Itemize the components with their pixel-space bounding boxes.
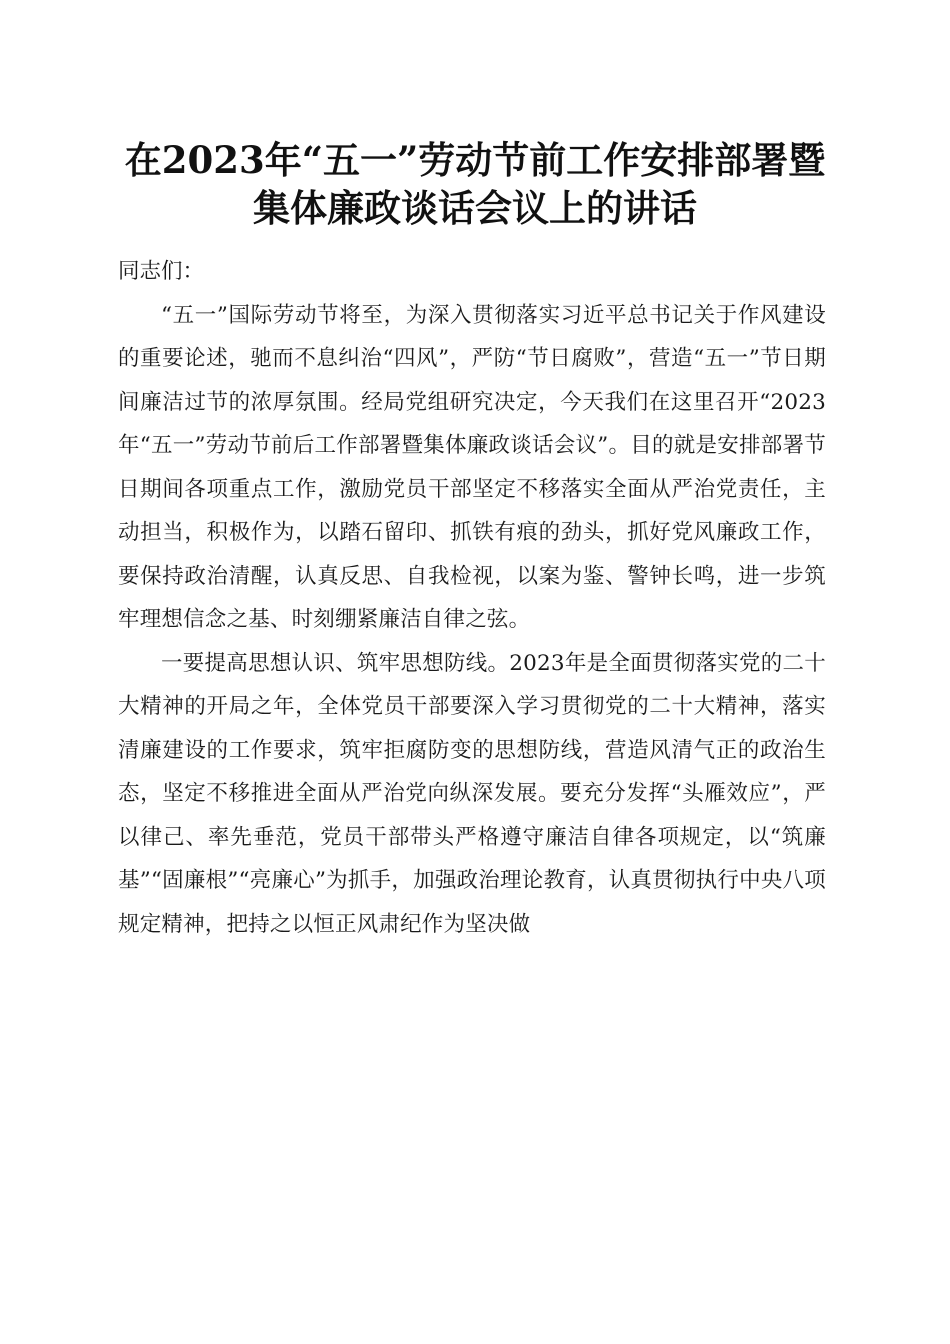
paragraph-intro: “五一”国际劳动节将至，为深入贯彻落实习近平总书记关于作风建设的重要论述，驰而不息纠治“四风”，严防“节日腐败”，营造“五一”节日期间廉洁过节的浓厚氛围。经局党组研究决定，今天我们在这里召开“2023年“五一”劳动节前后工作部署暨集体廉政谈话会议”。目的就是安排部署节日期间各项重点工作，激励党员干部坚定不移落实全面从严治党责任，主动担当，积极作为，以踏石留印、抓铁有痕的劲头，抓好党风廉政工作，要保持政治清醒，认真反思、自我检视，以案为鉴、警钟长鸣，进一步筑牢理想信念之基、时刻绷紧廉洁自律之弦。	[118, 302, 826, 632]
paragraph-point-one: 一要提高思想认识、筑牢思想防线。2023年是全面贯彻落实党的二十大精神的开局之年，全体党员干部要深入学习贯彻党的二十大精神，落实清廉建设的工作要求，筑牢拒腐防变的思想防线，营造风清气正的政治生态，坚定不移推进全面从严治党向纵深发展。要充分发挥“头雁效应”，严以律己、率先垂范，党员干部带头严格遵守廉洁自律各项规定，以“筑廉基”“固廉根”“亮廉心”为抓手，加强政治理论教育，认真贯彻执行中央八项规定精神，把持之以恒正风肃纪作为坚决做	[118, 650, 826, 937]
document-title-line-2: 集体廉政谈话会议上的讲话	[253, 186, 697, 230]
document-body	[118, 250, 826, 946]
document-title-line-1: 在2023年“五一”劳动节前工作安排部署暨	[124, 138, 826, 182]
salutation: 同志们：	[118, 259, 205, 284]
